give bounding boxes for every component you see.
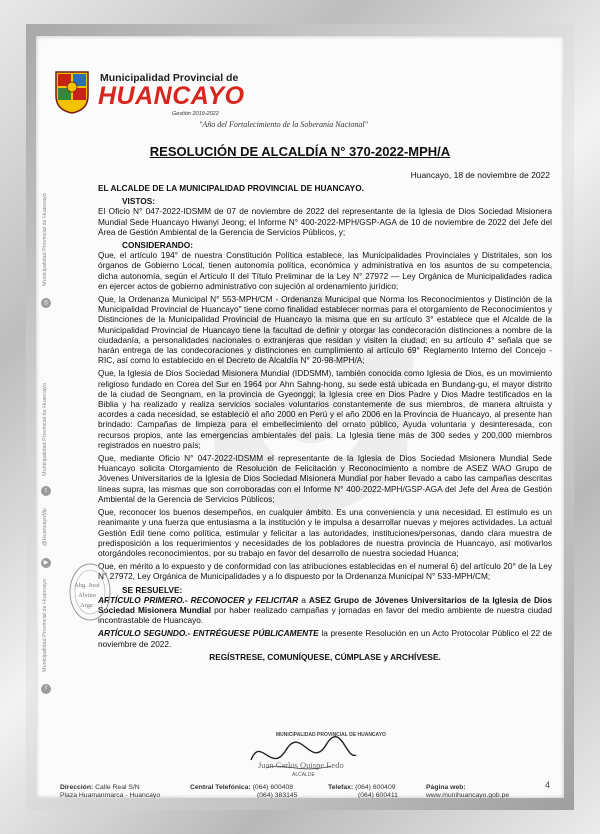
coat-of-arms-icon [54, 70, 90, 114]
twitter-icon: t [41, 486, 51, 496]
letterhead [54, 70, 414, 142]
web-url[interactable]: www.munihuancayo.gob.pe [426, 792, 510, 798]
resolution-title: RESOLUCIÓN DE ALCALDÍA N° 370-2022-MPH/A [149, 144, 451, 159]
footer-phone [190, 784, 297, 798]
signatory-role: ALCALDE [292, 772, 315, 778]
fax-2: (064) 600411 [358, 792, 398, 798]
footer-web [426, 784, 509, 798]
institution-name: Municipalidad Provincial de [100, 72, 239, 84]
considerando-paragraph-5: Que, reconocer los buenos desempeños, en cualquier ámbito. Es una conveniencia y una necesidad. El estímulo es un reanimante y una fuerza que entusiasma a la institución y le impulsa a desarrollar nuevas y mejores actividades. La actual Gestión Edil tiene como política, estimular y felicitar a las autoridades, instituciones/personas, dando clara muestra de predisposición a los requerimientos y necesidades de los pobladores de nuestra provincia de Huancayo, así motivarlos otorgándoles reconocimientos, por su trabajo en favor del desarrollo de nuestra sociedad Huanca; [98, 507, 552, 558]
footer-fax [328, 784, 398, 798]
brand-logo-text: HUANCAYO [98, 82, 245, 110]
document-page [36, 36, 564, 798]
considerando-paragraph-6: Que, en mérito a lo expuesto y de conformidad con las atribuciones establecidas en el numeral 6) del artículo 20° de la Ley N° 27972, Ley Orgánica de Municipalidades y a lo dispuesto por la Ordenanza Municipal N° 533-MPH/CM; [98, 561, 552, 582]
closing-formula: REGÍSTRESE, COMUNÍQUESE, CÚMPLASE y ARCHÍVESE. [209, 651, 441, 662]
stamp-line-2: Alvino [78, 592, 97, 599]
article-one-recipient: ASEZ Grupo de Jóvenes Universitarios de la Iglesia de Dios Sociedad Misionera Mundial [98, 594, 553, 615]
article-two-text: la presente Resolución en un Acto Protocolar Público el 22 de noviembre de 2022. [98, 628, 552, 649]
opening-line: EL ALCALDE DE LA MUNICIPALIDAD PROVINCIAL DE HUANCAYO. [98, 183, 364, 193]
considerando-heading: CONSIDERANDO: [122, 240, 193, 251]
resuelve-heading: SE RESUELVE: [122, 584, 183, 595]
footer-address [60, 784, 160, 798]
fax-label: Telefax: [328, 784, 354, 791]
gestion-period: Gestión 2019-2022 [172, 111, 219, 117]
page-footer [36, 784, 564, 798]
article-two-label: ARTÍCULO SEGUNDO.- ENTRÉGUESE PÚBLICAMENTE [98, 628, 319, 639]
stamp-line-3: Arge [80, 602, 93, 609]
signature-stamp-text: MUNICIPALIDAD PROVINCIAL DE HUANCAYO [276, 732, 386, 738]
issue-date: Huancayo, 18 de noviembre de 2022 [410, 170, 550, 180]
article-one-text: por haber realizado campañas y jornadas en favor del medio ambiente de nuestra ciudad incontrastable de Huancayo. [98, 604, 552, 626]
considerando-paragraph-2: Que, la Ordenanza Municipal N° 553-MPH/CM - Ordenanza Municipal que Norma los Reconocimientos y Distinción de la Municipalidad Provincial de Huancayo" tiene como finalidad establecer normas para el otorgamiento de Reconocimientos y Distinciones de la Municipalidad Provincial de Huancayo la misma que en su artículo 3° establece que el Alcalde de la Municipalidad Provincial de Huancayo tiene la facultad de definir y otorgar las condecoración distinciones a nombre de la ciudadanía, a personalidades nacionales o extranjeras que residan y visiten la ciudad; en su artículo 4° señala que se harán entrega de las condecoraciones y distinciones en cumplimiento al artículo 69° Reglamento Interno del Concejo - RIC, así como lo establecido en el Decreto de Alcaldía N° 20-98-MPH/A; [98, 294, 552, 366]
page-number: 4 [544, 780, 550, 790]
address-label: Dirección: [60, 784, 94, 791]
side-caption-middle: Municipalidad Provincial de Huancayo [42, 383, 48, 476]
address-line-1: Calle Real S/N [95, 784, 140, 791]
article-one [98, 595, 552, 626]
considerando-paragraph-4: Que, mediante Oficio N° 047-2022-IDSMM el representante de la Iglesia de Dios Sociedad Misionera Mundial Sede Huancayo solicita Otorgamiento de Resolución de Felicitación y Reconocimiento a nombre de ASEZ WAO Grupo de Jóvenes Universitarios de la Iglesia de Dios Sociedad Misionera Mundial por haber llevado a cabo las campañas descritas líneas supra, las mismas que son corroboradas con el Informe N° 400-2022-MPH/GSP-AGA del Jefe del Área de Gestión Ambiental de la Gerencia de Servicios Públicos; [98, 453, 552, 504]
signatory-name: Juan Carlos Quispe Ledo [258, 760, 344, 770]
vistos-paragraph: El Oficio N° 047-2022-IDSMM de 07 de noviembre de 2022 del representante de la Iglesia de Dios Sociedad Misionera Mundial Sede Huancayo Hwanyi Jeong; el Informe N° 400-2022-MPH/GSP-AGA de 10 de noviembre de 2022 del Jefe del Área de Gestión Ambiental de la Gerencia de Servicios Públicos, y; [98, 206, 552, 237]
instagram-icon: ◎ [41, 298, 51, 308]
youtube-icon: ▶ [41, 558, 51, 568]
article-two [98, 628, 552, 648]
vistos-heading: VISTOS: [122, 196, 156, 207]
phone-1: (064) 600408 [252, 784, 294, 791]
year-slogan: "Año del Fortalecimiento de la Soberanía Nacional" [199, 120, 368, 129]
side-handle: @HuancayoMp [42, 508, 48, 546]
side-caption-bottom: Municipalidad Provincial de Huancayo [42, 579, 48, 672]
considerando-paragraph-1: Que, el artículo 194° de nuestra Constitución Política establece, las Municipalidades Provinciales y Distritales, son los órganos de Gobierno Local, tienen autonomía política, económica y administrativa en los asuntos de su competencia, dicha autonomía, según el Artículo II del Título Preliminar de la Ley N° 27972 — Ley Orgánica de Municipalidades radica en ejercer actos de gobierno administrativo con sujeción al ordenamiento jurídico; [98, 250, 552, 291]
official-stamp [68, 562, 112, 622]
considerando-paragraph-3: Que, la Iglesia de Dios Sociedad Misionera Mundial (IDDSMM), también conocida como Iglesia de Dios, es un movimiento religioso fundado en Corea del Sur en 1964 por Ahn Sahng-hong, su sede está ubicada en Bundang-gu, el mayor distrito de la ciudad de Seongnam, en la provincia de Gyeonggi; la Iglesia cree en Dios Padre y Dios Madre testificados en la Biblia y ha realizado y realiza servicios sociales voluntarios constantemente de sus miembros, de manera altruista y acordes a cada necesidad, se estableció el año 2000 en Perú y el año 2006 en la Provincia de Huancayo, al presente han brindado: Campañas de limpieza para el embellecimiento del ornato público, Ayuda voluntaria y desinteresada, con recursos propios, ante las emergencias ambientales del país. La Iglesia tiene más de 300 sedes y 200,000 miembros registrados en nuestro país; [98, 368, 552, 450]
fax-1: (064) 600409 [355, 784, 396, 791]
resolution-body [98, 183, 552, 665]
article-one-label: ARTÍCULO PRIMERO.- RECONOCER y FELICITAR [98, 594, 299, 605]
article-one-connector: a [298, 594, 309, 605]
facebook-icon: f [41, 684, 51, 694]
phone-label: Central Telefónica: [190, 784, 251, 791]
web-label: Página web: [426, 784, 466, 791]
stamp-line-1: Abg. José [74, 582, 100, 589]
side-caption-top: Municipalidad Provincial de Huancayo [42, 193, 48, 286]
address-line-2: Plaza Huamanmarca - Huancayo [60, 792, 161, 798]
phone-2: (064) 383145 [257, 792, 298, 798]
